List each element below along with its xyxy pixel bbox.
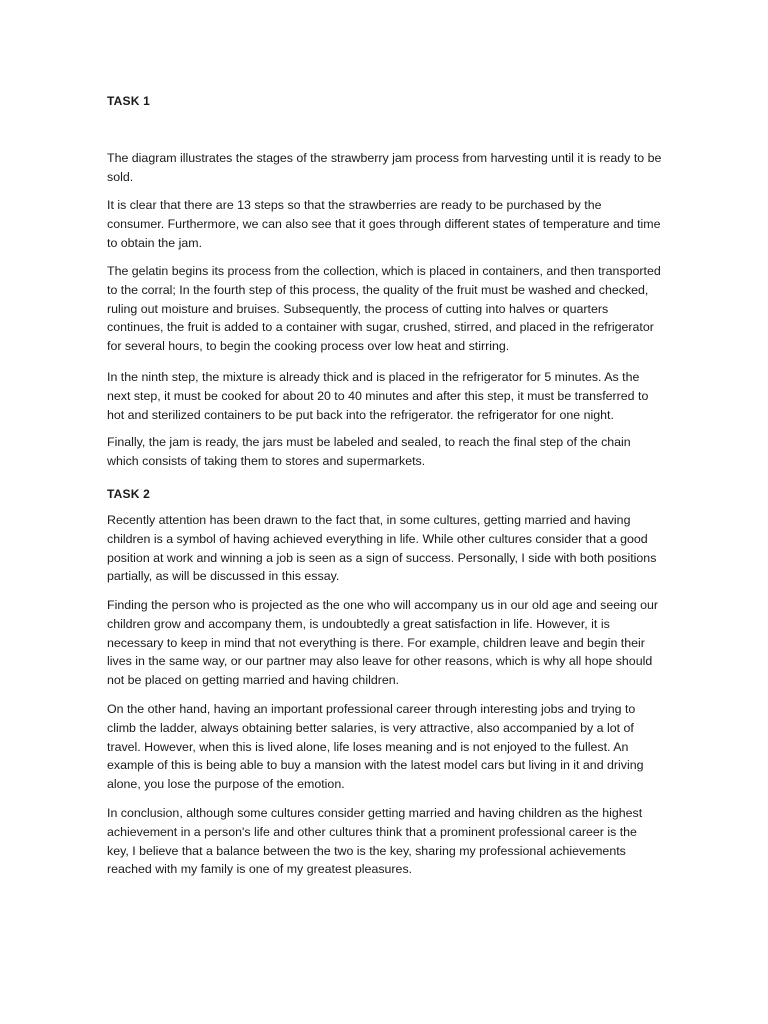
task2-paragraph-2: Finding the person who is projected as the one who will accompany us in our old age and seeing our children grow and accompany them, is undoubtedly a great satisfaction in life. However, it is necessary to keep in mind that not everything is there. For example, children leave and begin their lives in the same way, or our partner may also leave for other reasons, which is why all hope should not be placed on getting married and having children. [107,598,659,688]
task2-paragraph-4: In conclusion, although some cultures consider getting married and having children as the highest achievement in a person's life and other cultures think that a prominent professional career is the key, I believe that a balance between the two is the key, sharing my professional achievements reached with my family is one of my greatest pleasures. [107,806,643,877]
task2-paragraph-1: Recently attention has been drawn to the fact that, in some cultures, getting married and having children is a symbol of having achieved everything in life. While other cultures consider that a good position at work and winning a job is seen as a sign of success. Personally, I side with both positions partially, as will be discussed in this essay. [107,513,657,584]
task1-paragraph-5: Finally, the jam is ready, the jars must be labeled and sealed, to reach the final step of the chain which consists of taking them to stores and supermarkets. [107,435,631,468]
task1-paragraph-1: The diagram illustrates the stages of the strawberry jam process from harvesting until it is ready to be sold. [107,151,662,184]
task1-paragraph-3: The gelatin begins its process from the collection, which is placed in containers, and then transported to the corral; In the fourth step of this process, the quality of the fruit must be washed and checked, ruling out moisture and bruises. Subsequently, the process of cutting into halves or quarters continues, the fruit is added to a container with sugar, crushed, stirred, and placed in the refrigerator for several hours, to begin the cooking process over low heat and stirring. [107,264,661,354]
task2-paragraph-3: On the other hand, having an important professional career through interesting jobs and trying to climb the ladder, always obtaining better salaries, is very attractive, also accompanied by a lot of travel. However, when this is lived alone, life loses meaning and is not enjoyed to the fullest. An example of this is being able to buy a mansion with the latest model cars but living in it and driving alone, you lose the purpose of the emotion. [107,702,644,792]
task1-paragraph-2: It is clear that there are 13 steps so that the strawberries are ready to be purchased by the consumer. Furthermore, we can also see that it goes through different states of temperature and time to obtain the jam. [107,198,661,250]
task2-heading: TASK 2 [107,487,150,501]
task1-heading: TASK 1 [107,94,150,108]
task1-paragraph-4: In the ninth step, the mixture is already thick and is placed in the refrigerator for 5 minutes. As the next step, it must be cooked for about 20 to 40 minutes and after this step, it must be transferred to hot and sterilized containers to be put back into the refrigerator. the refrigerator for one night. [107,370,649,422]
